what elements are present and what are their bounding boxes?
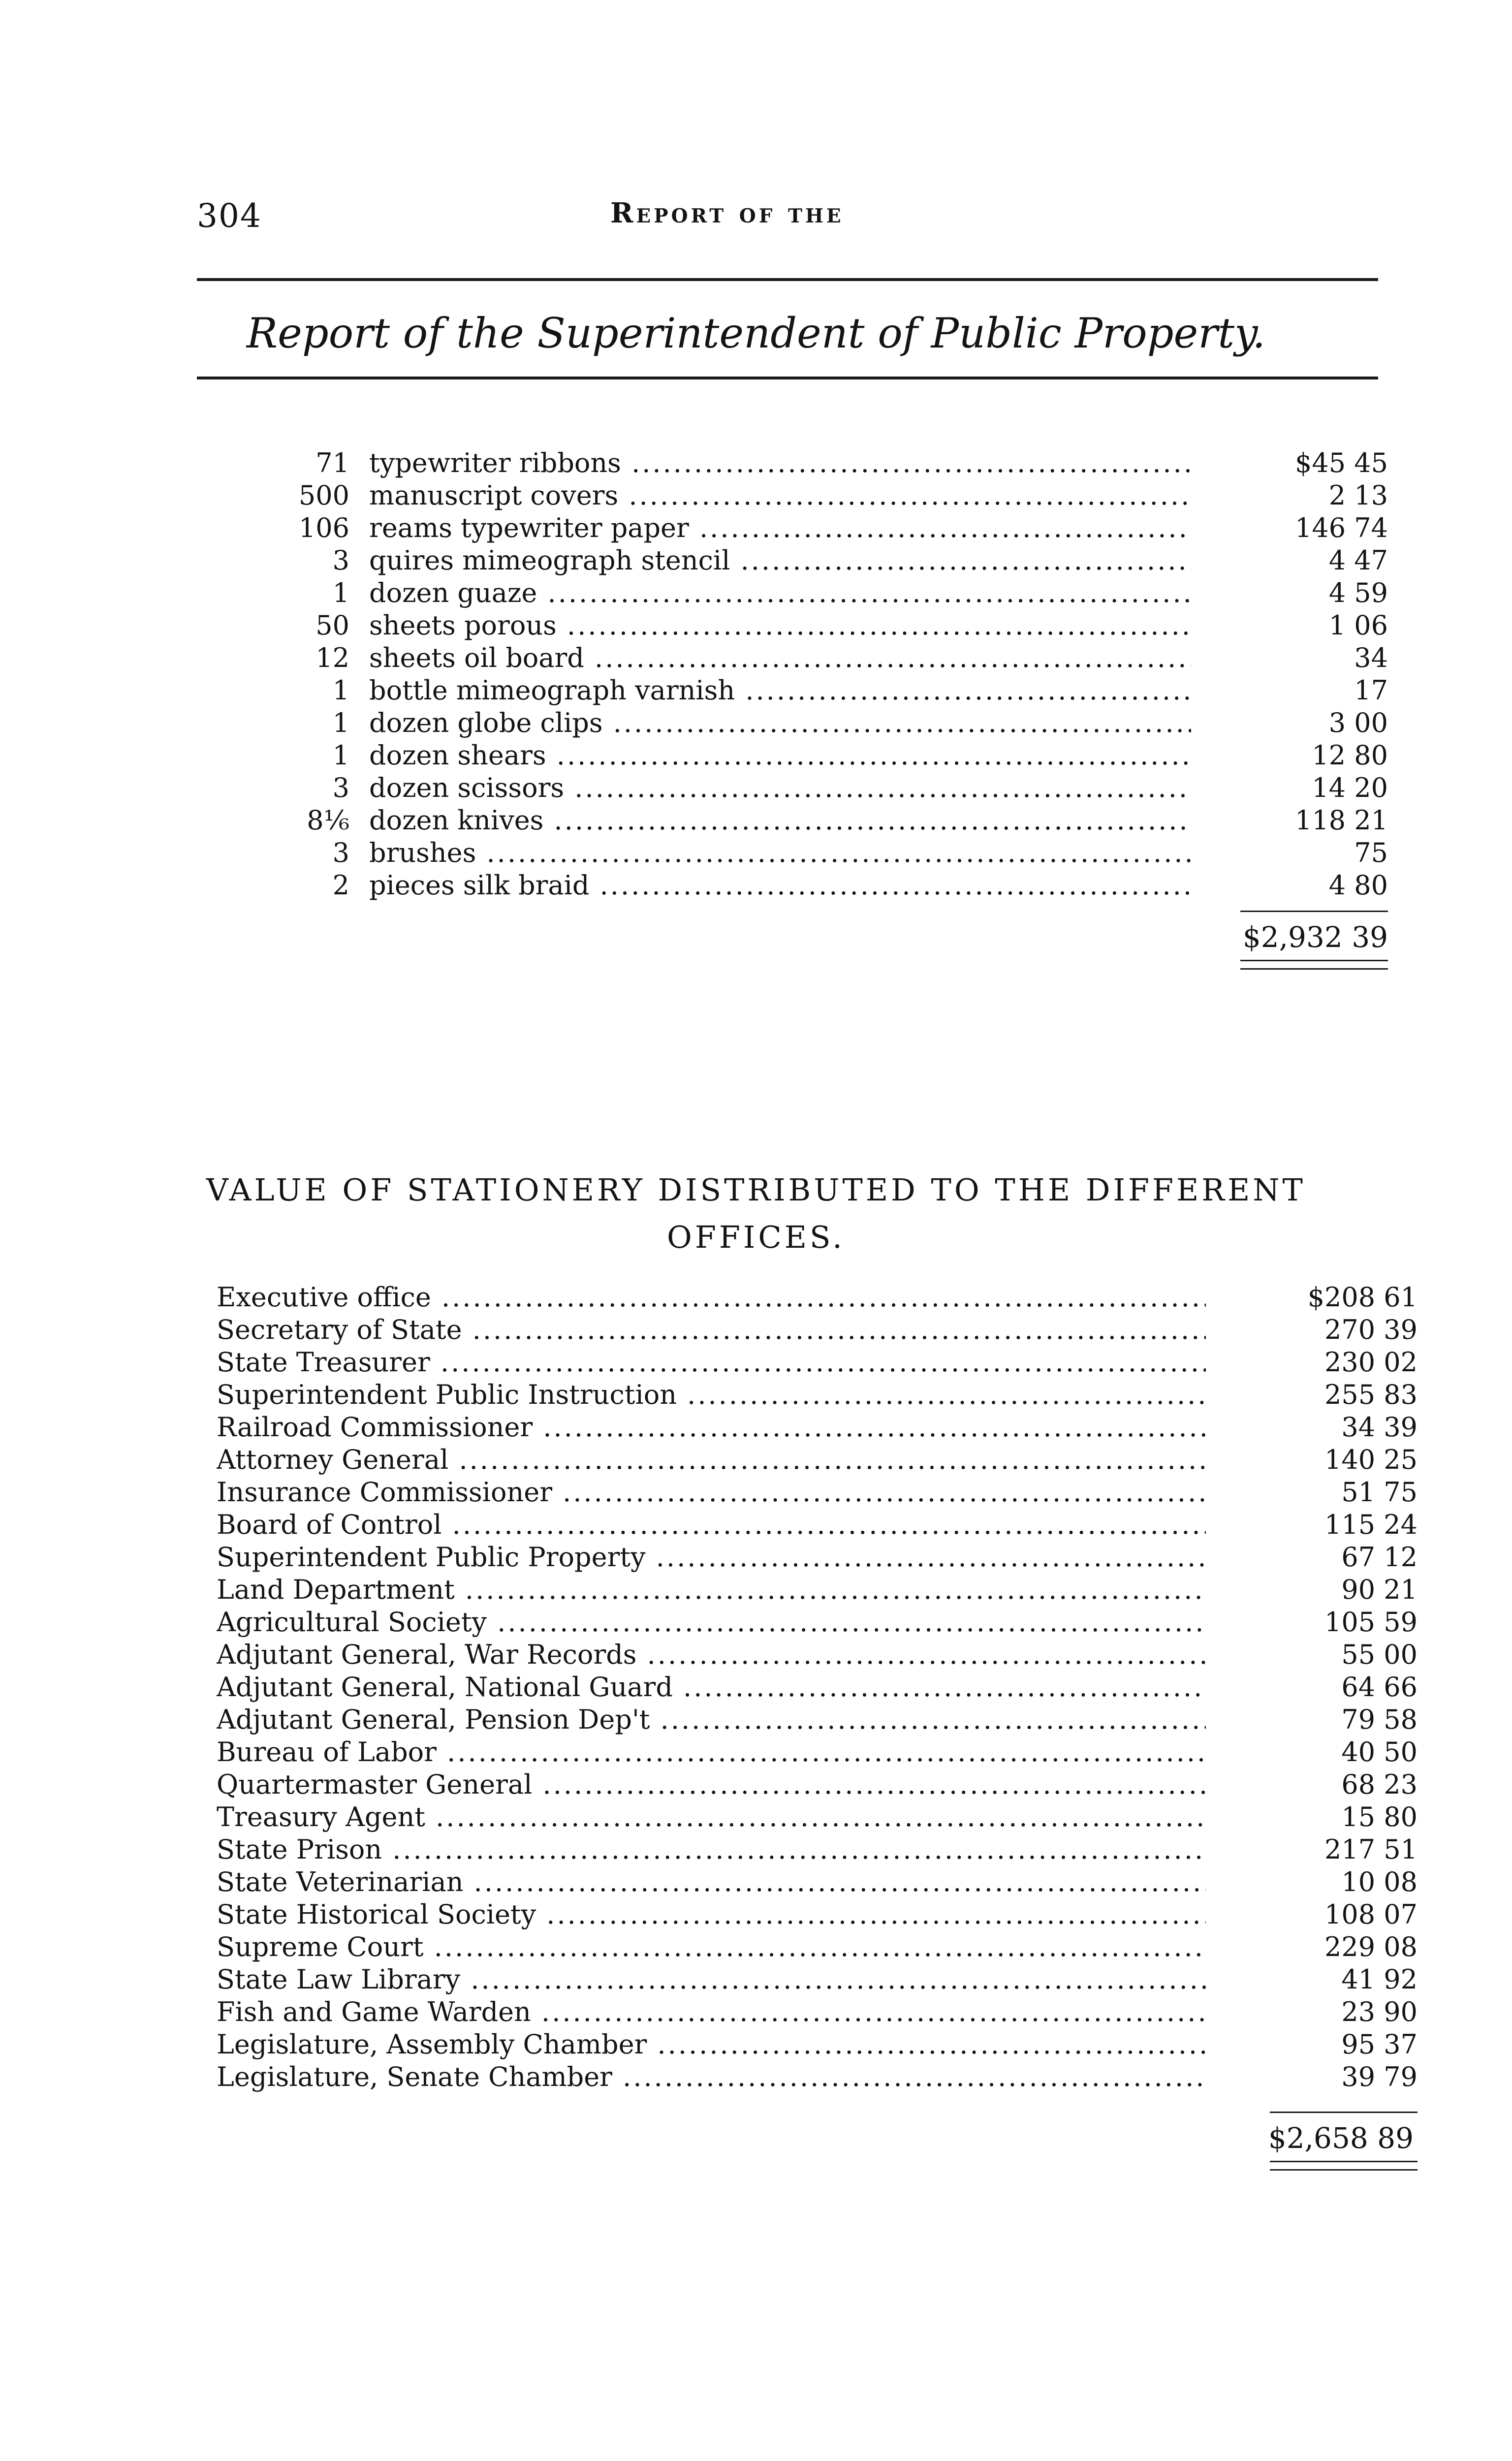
items-total-rule — [1240, 911, 1388, 912]
section-title: Report of the Superintendent of Public Property. — [246, 309, 1266, 357]
stationery-heading-line1: VALUE OF STATIONERY DISTRIBUTED TO THE DIFFERENT — [206, 1172, 1306, 1208]
table-row — [217, 1897, 1418, 1929]
offices-total: $2,658 89 — [1268, 2121, 1414, 2155]
item-quantity: 1 — [332, 740, 349, 771]
table-row — [217, 1475, 1418, 1507]
office-name: Executive office ..... — [217, 1282, 1206, 1313]
items-total-double-rule — [1240, 960, 1388, 970]
office-amount: 255 83 — [1324, 1379, 1418, 1410]
office-amount: 55 00 — [1341, 1639, 1418, 1670]
item-description: bottle mimeograph varnish ..... — [369, 675, 1191, 706]
top-rule — [197, 278, 1378, 281]
office-amount: 23 90 — [1341, 1996, 1418, 2027]
office-name: Land Department ..... — [217, 1574, 1206, 1605]
item-description: quires mimeograph stencil ..... — [369, 545, 1191, 576]
table-row — [217, 1962, 1418, 1994]
list-item — [236, 705, 1388, 738]
office-name: Railroad Commissioner ..... — [217, 1412, 1206, 1443]
item-description: dozen shears ..... — [369, 740, 1191, 771]
office-amount: 41 92 — [1341, 1964, 1418, 1995]
office-amount: 270 39 — [1324, 1314, 1418, 1345]
table-row — [217, 1540, 1418, 1572]
office-amount: 115 24 — [1324, 1509, 1418, 1540]
office-amount: 39 79 — [1341, 2061, 1418, 2092]
office-name: Fish and Game Warden ..... — [217, 1996, 1206, 2027]
table-row — [217, 1799, 1418, 1832]
list-item — [236, 575, 1388, 608]
list-item — [236, 608, 1388, 640]
table-row — [217, 1345, 1418, 1377]
office-amount: 140 25 — [1324, 1444, 1418, 1475]
office-amount: 217 51 — [1324, 1834, 1418, 1865]
items-total: $2,932 39 — [1242, 920, 1388, 954]
item-list — [236, 445, 1388, 900]
office-name: State Historical Society ..... — [217, 1899, 1206, 1930]
table-row — [217, 2059, 1418, 2092]
item-description: sheets porous ..... — [369, 610, 1191, 641]
office-name: Legislature, Senate Chamber ..... — [217, 2061, 1206, 2092]
item-amount: 146 74 — [1295, 512, 1388, 543]
item-amount: 17 — [1354, 675, 1388, 706]
list-item — [236, 543, 1388, 575]
item-description: brushes ..... — [369, 837, 1191, 868]
table-row — [217, 1864, 1418, 1897]
office-list — [217, 1280, 1418, 2092]
item-amount: 75 — [1354, 837, 1388, 868]
item-quantity: 1 — [332, 675, 349, 706]
office-amount: 229 08 — [1324, 1931, 1418, 1962]
office-name: Secretary of State ..... — [217, 1314, 1206, 1345]
office-name: Board of Control ..... — [217, 1509, 1206, 1540]
item-quantity: 3 — [332, 772, 349, 803]
office-amount: 68 23 — [1341, 1769, 1418, 1800]
table-row — [217, 1702, 1418, 1735]
office-name: Superintendent Public Property ..... — [217, 1542, 1206, 1573]
item-description: manuscript covers ..... — [369, 480, 1191, 511]
offices-total-rule — [1270, 2112, 1418, 2113]
item-amount: 4 59 — [1328, 577, 1388, 608]
table-row — [217, 1377, 1418, 1410]
table-row — [217, 1637, 1418, 1670]
item-amount: 34 — [1354, 642, 1388, 673]
list-item — [236, 803, 1388, 835]
list-item — [236, 478, 1388, 510]
office-amount: 95 37 — [1341, 2029, 1418, 2060]
table-row — [217, 1832, 1418, 1864]
table-row — [217, 1312, 1418, 1345]
office-amount: 230 02 — [1324, 1347, 1418, 1378]
office-amount: 108 07 — [1324, 1899, 1418, 1930]
page-number: 304 — [197, 197, 262, 235]
item-quantity: 3 — [332, 545, 349, 576]
item-quantity: 2 — [332, 870, 349, 901]
item-description: dozen globe clips ..... — [369, 707, 1191, 738]
office-amount: 15 80 — [1341, 1801, 1418, 1832]
item-amount: $45 45 — [1295, 447, 1388, 478]
item-amount: 14 20 — [1312, 772, 1388, 803]
table-row — [217, 1442, 1418, 1475]
office-name: Adjutant General, War Records ..... — [217, 1639, 1206, 1670]
item-quantity: 50 — [315, 610, 349, 641]
office-name: Adjutant General, National Guard ..... — [217, 1672, 1206, 1703]
item-description: pieces silk braid ..... — [369, 870, 1191, 901]
item-quantity: 12 — [315, 642, 349, 673]
item-quantity: 8⅙ — [307, 805, 349, 836]
item-amount: 12 80 — [1312, 740, 1388, 771]
list-item — [236, 770, 1388, 803]
office-name: State Treasurer ..... — [217, 1347, 1206, 1378]
stationery-heading — [0, 1167, 1512, 1261]
item-amount: 4 80 — [1328, 870, 1388, 901]
list-item — [236, 868, 1388, 900]
office-name: State Veterinarian ..... — [217, 1866, 1206, 1897]
item-quantity: 500 — [298, 480, 349, 511]
office-amount: 90 21 — [1341, 1574, 1418, 1605]
office-name: Treasury Agent ..... — [217, 1801, 1206, 1832]
table-row — [217, 2027, 1418, 2059]
list-item — [236, 738, 1388, 770]
table-row — [217, 1410, 1418, 1442]
running-title: Report of the — [610, 197, 844, 229]
item-amount: 3 00 — [1328, 707, 1388, 738]
table-row — [217, 1507, 1418, 1540]
office-name: Superintendent Public Instruction ..... — [217, 1379, 1206, 1410]
list-item — [236, 510, 1388, 543]
item-amount: 118 21 — [1295, 805, 1388, 836]
office-name: Quartermaster General ..... — [217, 1769, 1206, 1800]
office-name: State Prison ..... — [217, 1834, 1206, 1865]
office-amount: 79 58 — [1341, 1704, 1418, 1735]
item-amount: 4 47 — [1328, 545, 1388, 576]
list-item — [236, 640, 1388, 673]
office-amount: 105 59 — [1324, 1607, 1418, 1638]
item-description: dozen scissors ..... — [369, 772, 1191, 803]
office-name: Legislature, Assembly Chamber ..... — [217, 2029, 1206, 2060]
item-amount: 2 13 — [1328, 480, 1388, 511]
table-row — [217, 1572, 1418, 1605]
item-quantity: 1 — [332, 577, 349, 608]
office-amount: 10 08 — [1341, 1866, 1418, 1897]
office-name: Supreme Court ..... — [217, 1931, 1206, 1962]
item-quantity: 71 — [315, 447, 349, 478]
table-row — [217, 1605, 1418, 1637]
list-item — [236, 835, 1388, 868]
list-item — [236, 445, 1388, 478]
offices-total-double-rule — [1270, 2161, 1418, 2171]
item-description: typewriter ribbons ..... — [369, 447, 1191, 478]
item-quantity: 106 — [298, 512, 349, 543]
table-row — [217, 1670, 1418, 1702]
item-quantity: 3 — [332, 837, 349, 868]
table-row — [217, 1735, 1418, 1767]
running-head — [197, 197, 1378, 241]
office-name: State Law Library ..... — [217, 1964, 1206, 1995]
table-row — [217, 1994, 1418, 2027]
office-name: Insurance Commissioner ..... — [217, 1477, 1206, 1508]
item-description: dozen guaze ..... — [369, 577, 1191, 608]
office-name: Adjutant General, Pension Dep't ..... — [217, 1704, 1206, 1735]
item-amount: 1 06 — [1328, 610, 1388, 641]
item-description: reams typewriter paper ..... — [369, 512, 1191, 543]
item-description: dozen knives ..... — [369, 805, 1191, 836]
office-name: Bureau of Labor ..... — [217, 1736, 1206, 1767]
table-row — [217, 1280, 1418, 1312]
office-amount: 67 12 — [1341, 1542, 1418, 1573]
stationery-heading-line2: OFFICES. — [666, 1219, 846, 1255]
office-name: Agricultural Society ..... — [217, 1607, 1206, 1638]
office-amount: 40 50 — [1341, 1736, 1418, 1767]
office-amount: 51 75 — [1341, 1477, 1418, 1508]
office-amount: 64 66 — [1341, 1672, 1418, 1703]
item-description: sheets oil board ..... — [369, 642, 1191, 673]
office-name: Attorney General ..... — [217, 1444, 1206, 1475]
bottom-rule — [197, 377, 1378, 379]
office-amount: $208 61 — [1307, 1282, 1418, 1313]
table-row — [217, 1929, 1418, 1962]
table-row — [217, 1767, 1418, 1799]
office-amount: 34 39 — [1341, 1412, 1418, 1443]
list-item — [236, 673, 1388, 705]
item-quantity: 1 — [332, 707, 349, 738]
